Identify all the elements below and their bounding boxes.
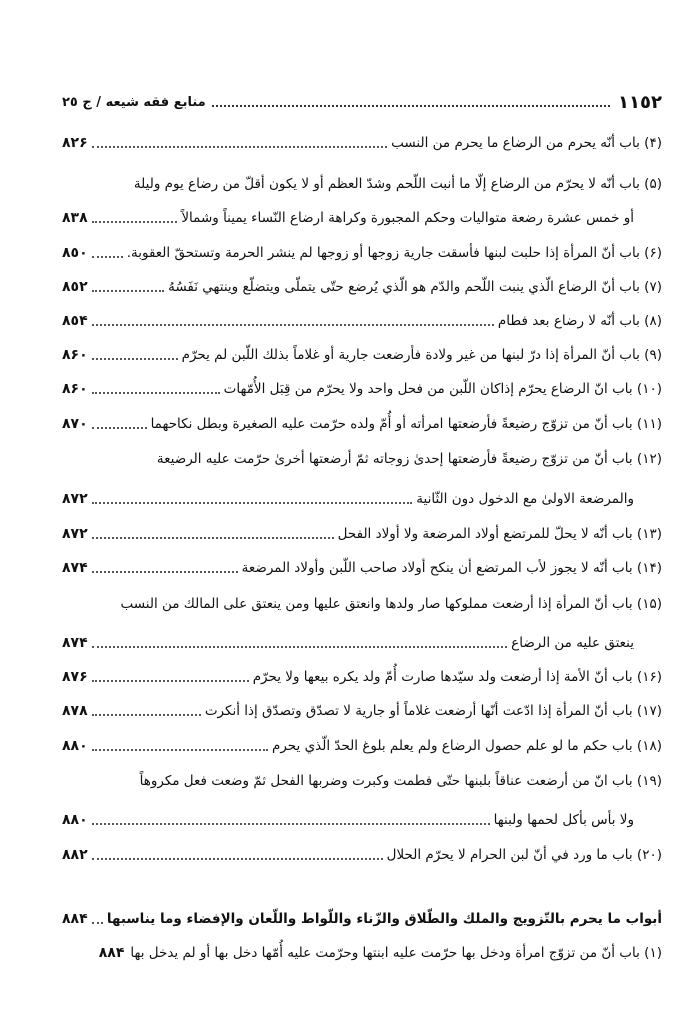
- entry-title: (١١) باب أنّ من تزوّج رضيعةً فأرضعتها امرأته أو أُمّ ولده حرّمت عليه الصغيرة وبطل نكاحهما: [150, 416, 662, 432]
- entry-title: (١٣) باب أنّه لا يحلّ للمرتضع أولاد المرضعة ولا أولاد الفحل: [337, 526, 662, 542]
- leader-dots: [92, 358, 178, 360]
- entry-page: ٨٧٢: [62, 526, 88, 542]
- toc-entry: [62, 591, 662, 617]
- entry-page: ٨٨۴: [62, 911, 88, 927]
- entry-page: ٨٧٢: [62, 491, 88, 507]
- toc-entry: [62, 308, 662, 334]
- toc-entry: [62, 698, 662, 724]
- entry-title: (۵) باب أنّه لا يحرّم من الرضاع إلّا ما أنبت اللّحم وشدّ العظم أو لا يكون أقلّ من رضاع يوم وليلة: [133, 176, 662, 192]
- toc-entry-continuation: [62, 807, 662, 833]
- toc-entry: [62, 842, 662, 868]
- leader-dots: [92, 646, 508, 648]
- toc-entry: [62, 342, 662, 368]
- toc-entry: [62, 940, 662, 966]
- page-header: [62, 90, 662, 114]
- entry-page: ٨٥٢: [62, 279, 88, 295]
- toc-entry: [62, 171, 662, 197]
- leader-dots: [92, 324, 494, 326]
- leader-dots: [92, 146, 387, 148]
- entry-page: ٨٢۶: [62, 135, 88, 151]
- toc-entry-continuation: [62, 630, 662, 656]
- toc-entry-continuation: [62, 486, 662, 512]
- entry-title: (۴) باب أنّه يحرم من الرضاع ما يحرم من النسب: [391, 135, 662, 151]
- document-page: [62, 0, 662, 1015]
- toc-entry: [62, 768, 662, 794]
- toc-entry: [62, 240, 662, 266]
- toc-entry-continuation: [62, 205, 662, 231]
- page-number: ١١٥٢: [618, 91, 662, 113]
- entry-page: ٨٣٨: [62, 210, 88, 226]
- entry-title: (٧) باب أنّ الرضاع الّذي ينبت اللّحم والدّم هو الّذي يُرضع حتّى يتملّى ويتضلّع وينتهي نَفَسُهُ: [168, 279, 662, 295]
- toc-section-heading: [62, 906, 662, 932]
- entry-page: ٨٨٢: [62, 847, 88, 863]
- leader-dots: [92, 714, 201, 716]
- leader-dots: [92, 823, 490, 825]
- entry-title: (١۵) باب أنّ المرأة إذا أرضعت مملوكها صار ولدها وانعتق عليها ومن ينعتق على المالك من النسب: [120, 596, 662, 612]
- entry-page: ٨٧۴: [62, 635, 88, 651]
- leader-dots: [92, 392, 220, 394]
- entry-title: (١٧) باب أنّ المرأة إذا ادّعت أنّها أرضعت غلاماً أو جارية لا تصدّق وتصدّق إذا أنكرت: [204, 703, 662, 719]
- entry-title: ينعتق عليه من الرضاع: [511, 635, 634, 651]
- entry-title: أو خمس عشرة رضعة متواليات وحكم المجبورة وكراهة ارضاع النّساء يميناً وشمالاً: [181, 210, 634, 226]
- leader-dots: [92, 858, 383, 860]
- toc-entry: [62, 555, 662, 581]
- entry-page: ٨٧٠: [62, 416, 88, 432]
- entry-title: (١) باب أنّ من تزوّج امرأة ودخل بها حرّمت عليه ابنتها وحرّمت عليه أُمّها دخل بها أو لم يدخل بها: [130, 945, 662, 961]
- entry-page: ٨٥۴: [62, 313, 88, 329]
- entry-title: (١٩) باب انّ من أرضعت عناقاً بلبنها حتّى فطمت وكبرت وضربها الفحل ثمّ وضعت فعل مكروهاً: [139, 773, 662, 789]
- leader-dots: [92, 221, 178, 223]
- toc-entry: [62, 664, 662, 690]
- entry-page: ٨۶٠: [62, 347, 88, 363]
- leader-dots: [92, 680, 249, 682]
- toc-entry: [62, 521, 662, 547]
- entry-page: ٨٨۴: [98, 945, 125, 961]
- toc-entry: [62, 411, 662, 437]
- header-leader-dots: [212, 105, 610, 107]
- entry-title: (۶) باب أنّ المرأة إذا حلبت لبنها فأسقت جارية زوجها أو زوجها لم ينشر الحرمة وتستحقّ العقوبة.: [126, 245, 662, 261]
- entry-title: (١۴) باب أنّه لا يجوز لأب المرتضع أن ينكح أولاد صاحب اللّبن وأولاد المرضعة: [241, 560, 662, 576]
- entry-title: (١٨) باب حكم ما لو علم حصول الرضاع ولم يعلم بلوغ الحدّ الّذي يحرم: [272, 738, 662, 754]
- entry-title: ولا بأس بأكل لحمها ولبنها: [493, 812, 634, 828]
- leader-dots: [92, 256, 123, 258]
- toc-entry: [62, 376, 662, 402]
- entry-page: ٨٧۴: [62, 560, 88, 576]
- leader-dots: [92, 427, 147, 429]
- leader-dots: [92, 749, 268, 751]
- entry-title: (٨) باب أنّه لا رضاع بعد فطام: [497, 313, 662, 329]
- toc-entry: [62, 274, 662, 300]
- running-title: منابع فقه شيعه / ج ٢٥: [62, 94, 206, 110]
- entry-title: (١٠) باب انّ الرضاع يحرّم إذاكان اللّبن من فحل واحد ولا يحرّم من قِبَل الأُمّهات: [223, 381, 662, 397]
- leader-dots: [92, 571, 238, 573]
- toc-entry: [62, 733, 662, 759]
- entry-page: ٨۶٠: [62, 381, 88, 397]
- entry-page: ٨٨٠: [62, 812, 88, 828]
- leader-dots: [92, 537, 334, 539]
- leader-dots: [92, 290, 164, 292]
- entry-page: ٨٥٠: [62, 245, 88, 261]
- entry-title: (١٢) باب أنّ من تزوّج رضيعةً فأرضعتها إحدىٰ زوجاته ثمّ أرضعتها أخرىٰ حرّمت عليه الرضيعة: [156, 451, 662, 467]
- toc-entry: [62, 130, 662, 156]
- entry-page: ٨٨٠: [62, 738, 88, 754]
- entry-page: ٨٧۶: [62, 669, 88, 685]
- section-title: أبواب ما يحرم بالتّزويج والملك والطّلاق والزّناء واللّواط واللّعان والإفضاء وما يناسبها: [106, 911, 662, 927]
- leader-dots: [92, 502, 413, 504]
- entry-title: (١۶) باب أنّ الأمة إذا أرضعت ولد سيّدها صارت أُمّ ولد يكره بيعها ولا يحرّم: [252, 669, 662, 685]
- entry-title: والمرضعة الاولىٰ مع الدخول دون الثّانية: [416, 491, 634, 507]
- entry-page: ٨٧٨: [62, 703, 88, 719]
- entry-title: (٢٠) باب ما ورد في أنّ لبن الحرام لا يحرّم الحلال: [386, 847, 662, 863]
- toc-entry: [62, 446, 662, 472]
- entry-title: (٩) باب أنّ المرأة إذا درّ لبنها من غير ولادة فأرضعت جارية أو غلاماً بذلك اللّبن لم يحرّم: [181, 347, 662, 363]
- leader-dots: [92, 922, 103, 924]
